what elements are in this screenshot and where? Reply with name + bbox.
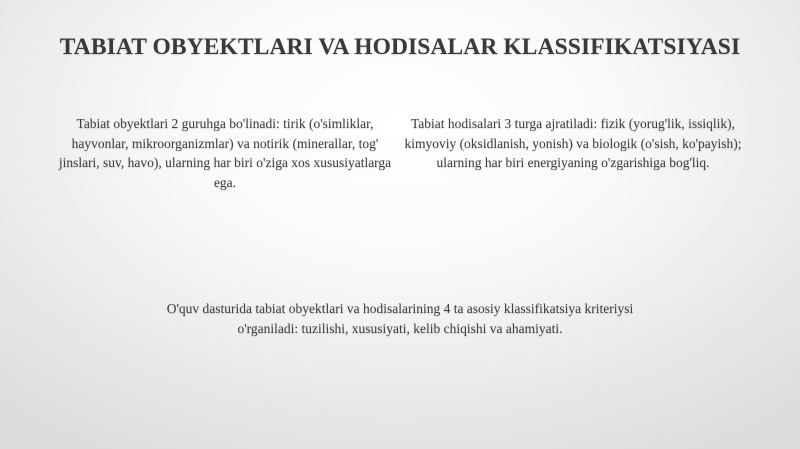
phenomena-classification-text: Tabiat hodisalari 3 turga ajratiladi: fizik (yorug'lik, issiqlik), kimyoviy (oksidlanish, yonish) va biologik (o'sish, ko'payish); ularning har biri energiyaning o'zgarishiga bog'liq.: [404, 116, 742, 170]
objects-classification-text: Tabiat obyektlari 2 guruhga bo'linadi: tirik (o'simliklar, hayvonlar, mikroorganizmlar) va notirik (minerallar, tog' jinslari, suv, havo), ularning har biri o'ziga xos xususiyatlarga ega.: [58, 116, 392, 190]
curriculum-criteria-text: O'quv dasturida tabiat obyektlari va hodisalarining 4 ta asosiy klassifikatsiya kriteriysi o'rganiladi: tuzilishi, xususiyati, kelib chiqishi va ahamiyati.: [166, 301, 634, 336]
slide-title: TABIAT OBYEKTLARI VA HODISALAR KLASSIFIKATSIYASI: [59, 34, 741, 60]
